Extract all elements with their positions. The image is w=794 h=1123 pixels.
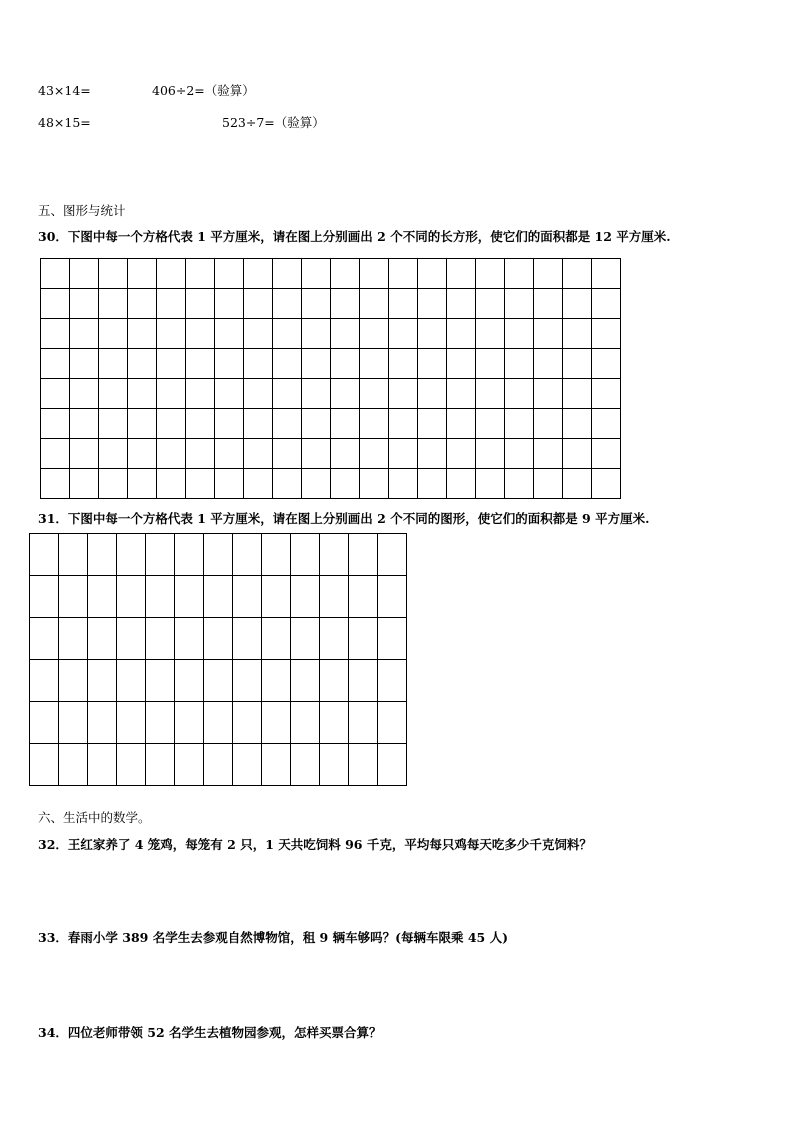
grid-cell	[186, 349, 215, 379]
grid-cell	[244, 379, 273, 409]
grid-cell	[41, 409, 70, 439]
grid-cell	[349, 618, 378, 660]
grid-cell	[128, 469, 157, 499]
grid-cell	[128, 439, 157, 469]
grid-cell	[204, 618, 233, 660]
grid-cell	[262, 744, 291, 786]
grid-cell	[233, 744, 262, 786]
grid-cell	[389, 319, 418, 349]
grid-cell	[157, 439, 186, 469]
grid-cell	[273, 319, 302, 349]
grid-cell	[389, 409, 418, 439]
grid-cell	[389, 259, 418, 289]
grid-cell	[215, 259, 244, 289]
grid-cell	[175, 534, 204, 576]
calc-406div2: 406÷2=（验算）	[152, 83, 255, 98]
question-34: 34．四位老师带领 52 名学生去植物园参观，怎样买票合算？	[38, 1025, 382, 1040]
grid-cell	[476, 349, 505, 379]
grid-cell	[262, 618, 291, 660]
grid-cell	[349, 702, 378, 744]
grid-cell	[273, 289, 302, 319]
grid-cell	[59, 534, 88, 576]
grid-cell	[157, 469, 186, 499]
grid-cell	[215, 439, 244, 469]
grid-cell	[563, 439, 592, 469]
grid-cell	[534, 259, 563, 289]
grid-cell	[360, 349, 389, 379]
grid-cell	[186, 409, 215, 439]
grid-cell	[99, 379, 128, 409]
grid-cell	[146, 576, 175, 618]
grid-cell	[146, 744, 175, 786]
grid-cell	[360, 469, 389, 499]
grid-cell	[41, 469, 70, 499]
grid-cell	[534, 349, 563, 379]
grid-cell	[70, 379, 99, 409]
grid-cell	[128, 259, 157, 289]
grid-cell	[30, 744, 59, 786]
grid-cell	[88, 534, 117, 576]
question-32: 32．王红家养了 4 笼鸡，每笼有 2 只，1 天共吃饲料 96 千克，平均每只鸡每天吃多少千克饲料？	[38, 837, 592, 852]
grid-cell	[360, 289, 389, 319]
grid-cell	[59, 702, 88, 744]
grid-cell	[41, 319, 70, 349]
grid-cell	[117, 576, 146, 618]
grid-cell	[592, 439, 621, 469]
grid-cell	[302, 469, 331, 499]
grid-cell	[291, 702, 320, 744]
grid-cell	[215, 379, 244, 409]
grid-cell	[534, 289, 563, 319]
grid-cell	[175, 576, 204, 618]
grid-q31	[29, 533, 407, 786]
section-6-title: 六、生活中的数学。	[38, 810, 151, 825]
grid-cell	[291, 576, 320, 618]
grid-cell	[505, 469, 534, 499]
grid-cell	[331, 379, 360, 409]
grid-cell	[302, 259, 331, 289]
grid-cell	[215, 409, 244, 439]
grid-cell	[331, 349, 360, 379]
grid-cell	[418, 289, 447, 319]
grid-cell	[418, 379, 447, 409]
grid-cell	[273, 349, 302, 379]
grid-cell	[186, 379, 215, 409]
grid-cell	[117, 534, 146, 576]
grid-cell	[534, 439, 563, 469]
grid-cell	[476, 469, 505, 499]
grid-cell	[291, 618, 320, 660]
grid-cell	[88, 576, 117, 618]
grid-cell	[233, 660, 262, 702]
grid-cell	[534, 409, 563, 439]
grid-cell	[592, 349, 621, 379]
grid-cell	[215, 349, 244, 379]
grid-cell	[389, 439, 418, 469]
calc-43x14: 43×14=	[38, 83, 91, 98]
grid-cell	[331, 439, 360, 469]
grid-cell	[505, 349, 534, 379]
grid-cell	[204, 534, 233, 576]
grid-cell	[117, 618, 146, 660]
grid-cell	[360, 319, 389, 349]
grid-cell	[70, 409, 99, 439]
grid-cell	[378, 660, 407, 702]
grid-cell	[70, 439, 99, 469]
grid-cell	[88, 702, 117, 744]
grid-cell	[592, 379, 621, 409]
calc-523div7: 523÷7=（验算）	[222, 115, 325, 130]
grid-cell	[30, 534, 59, 576]
grid-cell	[99, 439, 128, 469]
grid-cell	[378, 744, 407, 786]
grid-cell	[157, 319, 186, 349]
grid-cell	[146, 702, 175, 744]
grid-cell	[204, 702, 233, 744]
grid-cell	[215, 469, 244, 499]
grid-cell	[175, 618, 204, 660]
grid-cell	[146, 660, 175, 702]
grid-cell	[146, 534, 175, 576]
grid-cell	[273, 409, 302, 439]
grid-cell	[99, 409, 128, 439]
grid-cell	[447, 469, 476, 499]
grid-cell	[215, 289, 244, 319]
grid-cell	[505, 259, 534, 289]
grid-cell	[70, 319, 99, 349]
grid-cell	[291, 534, 320, 576]
grid-cell	[70, 289, 99, 319]
grid-cell	[157, 259, 186, 289]
grid-cell	[302, 379, 331, 409]
grid-cell	[563, 469, 592, 499]
grid-cell	[418, 259, 447, 289]
grid-cell	[563, 289, 592, 319]
grid-cell	[378, 618, 407, 660]
grid-cell	[41, 259, 70, 289]
grid-cell	[128, 349, 157, 379]
grid-cell	[30, 618, 59, 660]
grid-cell	[88, 744, 117, 786]
grid-cell	[128, 319, 157, 349]
grid-cell	[157, 289, 186, 319]
grid-cell	[186, 259, 215, 289]
grid-cell	[476, 259, 505, 289]
grid-cell	[157, 379, 186, 409]
grid-cell	[244, 439, 273, 469]
grid-cell	[302, 319, 331, 349]
grid-cell	[476, 439, 505, 469]
grid-cell	[476, 289, 505, 319]
grid-cell	[291, 744, 320, 786]
grid-cell	[563, 409, 592, 439]
grid-cell	[349, 534, 378, 576]
grid-cell	[30, 660, 59, 702]
grid-cell	[563, 379, 592, 409]
grid-cell	[291, 660, 320, 702]
question-31: 31．下图中每一个方格代表 1 平方厘米，请在图上分别画出 2 个不同的图形，使它们的面积都是 9 平方厘米.	[38, 511, 650, 526]
question-33: 33．春雨小学 389 名学生去参观自然博物馆，租 9 辆车够吗？(每辆车限乘 45 人)	[38, 930, 509, 945]
grid-cell	[447, 319, 476, 349]
grid-cell	[389, 349, 418, 379]
grid-cell	[70, 349, 99, 379]
grid-cell	[273, 469, 302, 499]
grid-cell	[505, 379, 534, 409]
grid-cell	[476, 409, 505, 439]
grid-cell	[157, 349, 186, 379]
grid-cell	[59, 744, 88, 786]
grid-cell	[331, 259, 360, 289]
grid-cell	[447, 289, 476, 319]
grid-cell	[534, 319, 563, 349]
grid-cell	[563, 319, 592, 349]
grid-cell	[244, 409, 273, 439]
grid-cell	[447, 259, 476, 289]
grid-cell	[389, 289, 418, 319]
calc-48x15: 48×15=	[38, 115, 91, 130]
grid-cell	[273, 259, 302, 289]
grid-cell	[320, 618, 349, 660]
grid-cell	[99, 349, 128, 379]
grid-cell	[378, 702, 407, 744]
grid-cell	[563, 349, 592, 379]
grid-cell	[331, 319, 360, 349]
grid-cell	[476, 319, 505, 349]
grid-cell	[175, 660, 204, 702]
grid-cell	[505, 319, 534, 349]
grid-cell	[273, 379, 302, 409]
grid-cell	[592, 259, 621, 289]
grid-cell	[99, 259, 128, 289]
grid-cell	[244, 289, 273, 319]
question-30: 30．下图中每一个方格代表 1 平方厘米，请在图上分别画出 2 个不同的长方形，使它们的面积都是 12 平方厘米.	[38, 229, 671, 244]
grid-cell	[534, 469, 563, 499]
grid-cell	[244, 469, 273, 499]
grid-cell	[117, 660, 146, 702]
section-5-title: 五、图形与统计	[38, 203, 126, 218]
grid-cell	[262, 534, 291, 576]
grid-cell	[447, 439, 476, 469]
grid-cell	[331, 409, 360, 439]
grid-cell	[59, 618, 88, 660]
grid-cell	[128, 379, 157, 409]
grid-cell	[70, 259, 99, 289]
grid-cell	[418, 349, 447, 379]
grid-cell	[30, 702, 59, 744]
grid-cell	[360, 409, 389, 439]
grid-cell	[262, 702, 291, 744]
grid-cell	[505, 439, 534, 469]
grid-cell	[117, 702, 146, 744]
grid-cell	[273, 439, 302, 469]
grid-cell	[233, 534, 262, 576]
grid-cell	[59, 660, 88, 702]
grid-cell	[447, 409, 476, 439]
grid-cell	[233, 618, 262, 660]
grid-cell	[320, 702, 349, 744]
grid-cell	[70, 469, 99, 499]
grid-cell	[233, 702, 262, 744]
grid-cell	[418, 439, 447, 469]
grid-cell	[186, 439, 215, 469]
grid-cell	[186, 469, 215, 499]
grid-cell	[88, 660, 117, 702]
grid-cell	[592, 469, 621, 499]
grid-cell	[331, 469, 360, 499]
grid-cell	[592, 319, 621, 349]
grid-cell	[262, 660, 291, 702]
grid-cell	[592, 409, 621, 439]
grid-cell	[360, 379, 389, 409]
grid-cell	[418, 469, 447, 499]
grid-cell	[186, 319, 215, 349]
grid-cell	[360, 259, 389, 289]
grid-cell	[331, 289, 360, 319]
grid-cell	[563, 259, 592, 289]
grid-cell	[320, 660, 349, 702]
grid-cell	[476, 379, 505, 409]
grid-cell	[244, 349, 273, 379]
grid-cell	[302, 439, 331, 469]
grid-cell	[204, 576, 233, 618]
grid-cell	[99, 289, 128, 319]
grid-cell	[99, 469, 128, 499]
grid-cell	[117, 744, 146, 786]
grid-cell	[320, 576, 349, 618]
grid-cell	[59, 576, 88, 618]
grid-cell	[41, 349, 70, 379]
grid-cell	[320, 534, 349, 576]
grid-cell	[320, 744, 349, 786]
grid-cell	[349, 576, 378, 618]
grid-cell	[128, 289, 157, 319]
grid-cell	[418, 319, 447, 349]
grid-cell	[204, 660, 233, 702]
grid-cell	[447, 379, 476, 409]
grid-cell	[349, 744, 378, 786]
grid-cell	[41, 439, 70, 469]
grid-cell	[233, 576, 262, 618]
grid-cell	[349, 660, 378, 702]
grid-cell	[244, 259, 273, 289]
grid-cell	[157, 409, 186, 439]
grid-cell	[302, 349, 331, 379]
grid-cell	[262, 576, 291, 618]
grid-cell	[592, 289, 621, 319]
grid-cell	[360, 439, 389, 469]
grid-cell	[378, 576, 407, 618]
grid-cell	[41, 289, 70, 319]
grid-cell	[175, 744, 204, 786]
grid-cell	[447, 349, 476, 379]
grid-cell	[302, 289, 331, 319]
grid-cell	[244, 319, 273, 349]
grid-cell	[99, 319, 128, 349]
grid-cell	[389, 469, 418, 499]
grid-q30	[40, 258, 621, 499]
grid-cell	[204, 744, 233, 786]
grid-cell	[186, 289, 215, 319]
grid-cell	[534, 379, 563, 409]
grid-cell	[175, 702, 204, 744]
grid-cell	[128, 409, 157, 439]
grid-cell	[505, 289, 534, 319]
grid-cell	[505, 409, 534, 439]
grid-cell	[41, 379, 70, 409]
grid-cell	[302, 409, 331, 439]
grid-cell	[378, 534, 407, 576]
grid-cell	[389, 379, 418, 409]
grid-cell	[146, 618, 175, 660]
grid-cell	[30, 576, 59, 618]
grid-cell	[88, 618, 117, 660]
grid-cell	[215, 319, 244, 349]
grid-cell	[418, 409, 447, 439]
